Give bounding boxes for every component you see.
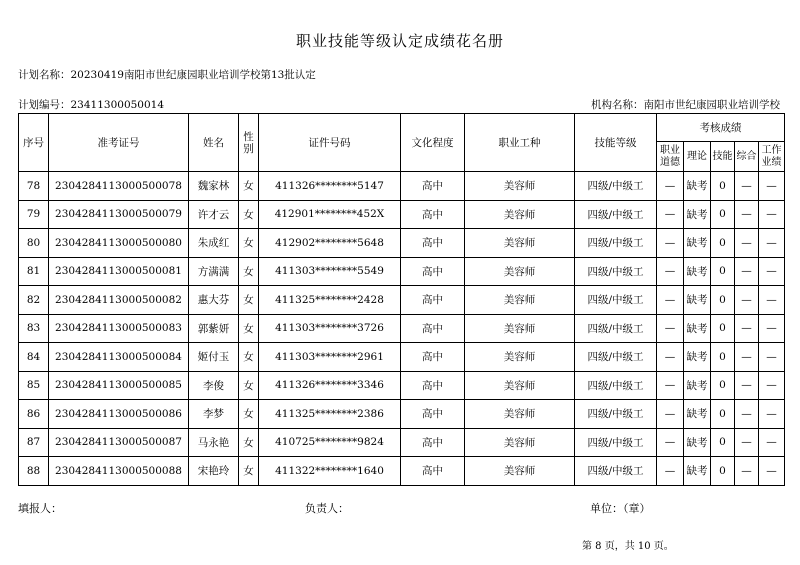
header-seq: 序号 <box>19 114 49 172</box>
cell-gender: 女 <box>239 343 259 372</box>
table-row <box>19 314 785 343</box>
header-id-no: 证件号码 <box>259 114 401 172</box>
cell-ethics: — <box>657 371 684 400</box>
header-overall: 综合 <box>735 142 759 172</box>
cell-theory: 缺考 <box>684 343 711 372</box>
cell-seq: 81 <box>19 257 49 286</box>
cell-work: — <box>759 314 785 343</box>
cell-seq: 80 <box>19 229 49 258</box>
cell-name: 宋艳玲 <box>189 457 239 486</box>
cell-occupation: 美容师 <box>465 343 575 372</box>
cell-theory: 缺考 <box>684 229 711 258</box>
header-skill: 技能 <box>711 142 735 172</box>
cell-seq: 83 <box>19 314 49 343</box>
cell-gender: 女 <box>239 314 259 343</box>
cell-education: 高中 <box>401 343 465 372</box>
cell-gender: 女 <box>239 371 259 400</box>
cell-exam-no: 2304284113000500082 <box>49 286 189 315</box>
cell-overall: — <box>735 172 759 201</box>
cell-overall: — <box>735 314 759 343</box>
cell-id-no: 411303********2961 <box>259 343 401 372</box>
cell-occupation: 美容师 <box>465 172 575 201</box>
cell-gender: 女 <box>239 400 259 429</box>
cell-exam-no: 2304284113000500078 <box>49 172 189 201</box>
cell-theory: 缺考 <box>684 200 711 229</box>
cell-level: 四级/中级工 <box>575 371 657 400</box>
cell-theory: 缺考 <box>684 457 711 486</box>
cell-education: 高中 <box>401 200 465 229</box>
cell-education: 高中 <box>401 172 465 201</box>
cell-ethics: — <box>657 343 684 372</box>
cell-work: — <box>759 257 785 286</box>
header-ethics: 职业道德 <box>657 142 684 172</box>
cell-gender: 女 <box>239 229 259 258</box>
cell-gender: 女 <box>239 428 259 457</box>
cell-skill: 0 <box>711 286 735 315</box>
cell-overall: — <box>735 200 759 229</box>
cell-exam-no: 2304284113000500086 <box>49 400 189 429</box>
cell-theory: 缺考 <box>684 286 711 315</box>
cell-name: 郭紫妍 <box>189 314 239 343</box>
cell-education: 高中 <box>401 371 465 400</box>
cell-name: 马永艳 <box>189 428 239 457</box>
cell-occupation: 美容师 <box>465 286 575 315</box>
header-theory: 理论 <box>684 142 711 172</box>
cell-level: 四级/中级工 <box>575 286 657 315</box>
cell-level: 四级/中级工 <box>575 200 657 229</box>
cell-gender: 女 <box>239 286 259 315</box>
cell-name: 魏家林 <box>189 172 239 201</box>
responsible-label: 负责人： <box>305 502 349 515</box>
cell-occupation: 美容师 <box>465 457 575 486</box>
cell-work: — <box>759 457 785 486</box>
cell-seq: 79 <box>19 200 49 229</box>
cell-seq: 88 <box>19 457 49 486</box>
document-title: 职业技能等级认定成绩花名册 <box>295 32 504 50</box>
score-roster-table <box>18 113 785 486</box>
table-row <box>19 257 785 286</box>
cell-seq: 86 <box>19 400 49 429</box>
cell-skill: 0 <box>711 371 735 400</box>
header-gender: 性别 <box>239 114 259 172</box>
cell-gender: 女 <box>239 257 259 286</box>
table-row <box>19 172 785 201</box>
cell-name: 朱成红 <box>189 229 239 258</box>
cell-work: — <box>759 428 785 457</box>
cell-seq: 82 <box>19 286 49 315</box>
cell-ethics: — <box>657 229 684 258</box>
cell-occupation: 美容师 <box>465 428 575 457</box>
table-row <box>19 400 785 429</box>
cell-skill: 0 <box>711 314 735 343</box>
cell-overall: — <box>735 400 759 429</box>
cell-level: 四级/中级工 <box>575 457 657 486</box>
unit-seal-label: 单位：（章） <box>590 502 651 515</box>
cell-theory: 缺考 <box>684 172 711 201</box>
cell-ethics: — <box>657 286 684 315</box>
table-row <box>19 229 785 258</box>
header-exam-no: 准考证号 <box>49 114 189 172</box>
cell-exam-no: 2304284113000500081 <box>49 257 189 286</box>
cell-exam-no: 2304284113000500083 <box>49 314 189 343</box>
cell-work: — <box>759 229 785 258</box>
table-row <box>19 428 785 457</box>
cell-level: 四级/中级工 <box>575 257 657 286</box>
cell-ethics: — <box>657 457 684 486</box>
cell-id-no: 411326********5147 <box>259 172 401 201</box>
table-row <box>19 286 785 315</box>
cell-occupation: 美容师 <box>465 314 575 343</box>
cell-ethics: — <box>657 428 684 457</box>
cell-ethics: — <box>657 257 684 286</box>
institution-name: 机构名称：南阳市世纪康园职业培训学校 <box>591 99 780 111</box>
cell-id-no: 410725********9824 <box>259 428 401 457</box>
cell-id-no: 412902********5648 <box>259 229 401 258</box>
cell-theory: 缺考 <box>684 257 711 286</box>
plan-name: 计划名称：20230419南阳市世纪康园职业培训学校第13批认定 <box>18 69 316 81</box>
cell-work: — <box>759 400 785 429</box>
cell-id-no: 411325********2428 <box>259 286 401 315</box>
cell-education: 高中 <box>401 229 465 258</box>
cell-skill: 0 <box>711 229 735 258</box>
cell-exam-no: 2304284113000500084 <box>49 343 189 372</box>
cell-level: 四级/中级工 <box>575 229 657 258</box>
cell-level: 四级/中级工 <box>575 314 657 343</box>
cell-education: 高中 <box>401 314 465 343</box>
cell-education: 高中 <box>401 428 465 457</box>
cell-id-no: 411326********3346 <box>259 371 401 400</box>
cell-work: — <box>759 371 785 400</box>
cell-education: 高中 <box>401 257 465 286</box>
table-row <box>19 457 785 486</box>
cell-theory: 缺考 <box>684 371 711 400</box>
cell-overall: — <box>735 371 759 400</box>
header-work-performance: 工作业绩 <box>759 142 785 172</box>
cell-level: 四级/中级工 <box>575 172 657 201</box>
table-row <box>19 371 785 400</box>
cell-ethics: — <box>657 400 684 429</box>
cell-id-no: 411303********5549 <box>259 257 401 286</box>
cell-level: 四级/中级工 <box>575 400 657 429</box>
cell-overall: — <box>735 229 759 258</box>
cell-occupation: 美容师 <box>465 229 575 258</box>
filler-label: 填报人： <box>18 502 62 515</box>
cell-education: 高中 <box>401 400 465 429</box>
plan-number: 计划编号：23411300050014 <box>18 99 165 111</box>
cell-name: 李梦 <box>189 400 239 429</box>
table-row <box>19 200 785 229</box>
cell-id-no: 411303********3726 <box>259 314 401 343</box>
cell-level: 四级/中级工 <box>575 343 657 372</box>
cell-work: — <box>759 172 785 201</box>
cell-skill: 0 <box>711 428 735 457</box>
cell-exam-no: 2304284113000500080 <box>49 229 189 258</box>
cell-exam-no: 2304284113000500088 <box>49 457 189 486</box>
cell-exam-no: 2304284113000500079 <box>49 200 189 229</box>
cell-id-no: 411325********2386 <box>259 400 401 429</box>
cell-level: 四级/中级工 <box>575 428 657 457</box>
cell-overall: — <box>735 343 759 372</box>
cell-education: 高中 <box>401 286 465 315</box>
cell-overall: — <box>735 428 759 457</box>
cell-skill: 0 <box>711 400 735 429</box>
cell-seq: 78 <box>19 172 49 201</box>
cell-gender: 女 <box>239 200 259 229</box>
cell-occupation: 美容师 <box>465 257 575 286</box>
cell-name: 许才云 <box>189 200 239 229</box>
cell-gender: 女 <box>239 457 259 486</box>
cell-theory: 缺考 <box>684 428 711 457</box>
header-scores: 考核成绩 <box>657 114 785 142</box>
cell-skill: 0 <box>711 200 735 229</box>
header-skill-level: 技能等级 <box>575 114 657 172</box>
cell-seq: 85 <box>19 371 49 400</box>
cell-name: 惠大芬 <box>189 286 239 315</box>
cell-exam-no: 2304284113000500085 <box>49 371 189 400</box>
cell-ethics: — <box>657 200 684 229</box>
cell-overall: — <box>735 457 759 486</box>
cell-skill: 0 <box>711 457 735 486</box>
cell-overall: — <box>735 257 759 286</box>
cell-id-no: 412901********452X <box>259 200 401 229</box>
header-occupation: 职业工种 <box>465 114 575 172</box>
cell-id-no: 411322********1640 <box>259 457 401 486</box>
cell-ethics: — <box>657 172 684 201</box>
cell-name: 姬付玉 <box>189 343 239 372</box>
cell-gender: 女 <box>239 172 259 201</box>
cell-seq: 84 <box>19 343 49 372</box>
page-number: 第 8 页，共 10 页。 <box>582 541 674 552</box>
cell-name: 方满满 <box>189 257 239 286</box>
cell-work: — <box>759 200 785 229</box>
header-name: 姓名 <box>189 114 239 172</box>
header-education: 文化程度 <box>401 114 465 172</box>
cell-education: 高中 <box>401 457 465 486</box>
cell-work: — <box>759 343 785 372</box>
cell-exam-no: 2304284113000500087 <box>49 428 189 457</box>
cell-occupation: 美容师 <box>465 400 575 429</box>
cell-occupation: 美容师 <box>465 371 575 400</box>
cell-seq: 87 <box>19 428 49 457</box>
cell-theory: 缺考 <box>684 400 711 429</box>
cell-overall: — <box>735 286 759 315</box>
cell-ethics: — <box>657 314 684 343</box>
cell-skill: 0 <box>711 343 735 372</box>
cell-skill: 0 <box>711 172 735 201</box>
cell-occupation: 美容师 <box>465 200 575 229</box>
cell-name: 李俊 <box>189 371 239 400</box>
cell-skill: 0 <box>711 257 735 286</box>
cell-work: — <box>759 286 785 315</box>
cell-theory: 缺考 <box>684 314 711 343</box>
table-row <box>19 343 785 372</box>
